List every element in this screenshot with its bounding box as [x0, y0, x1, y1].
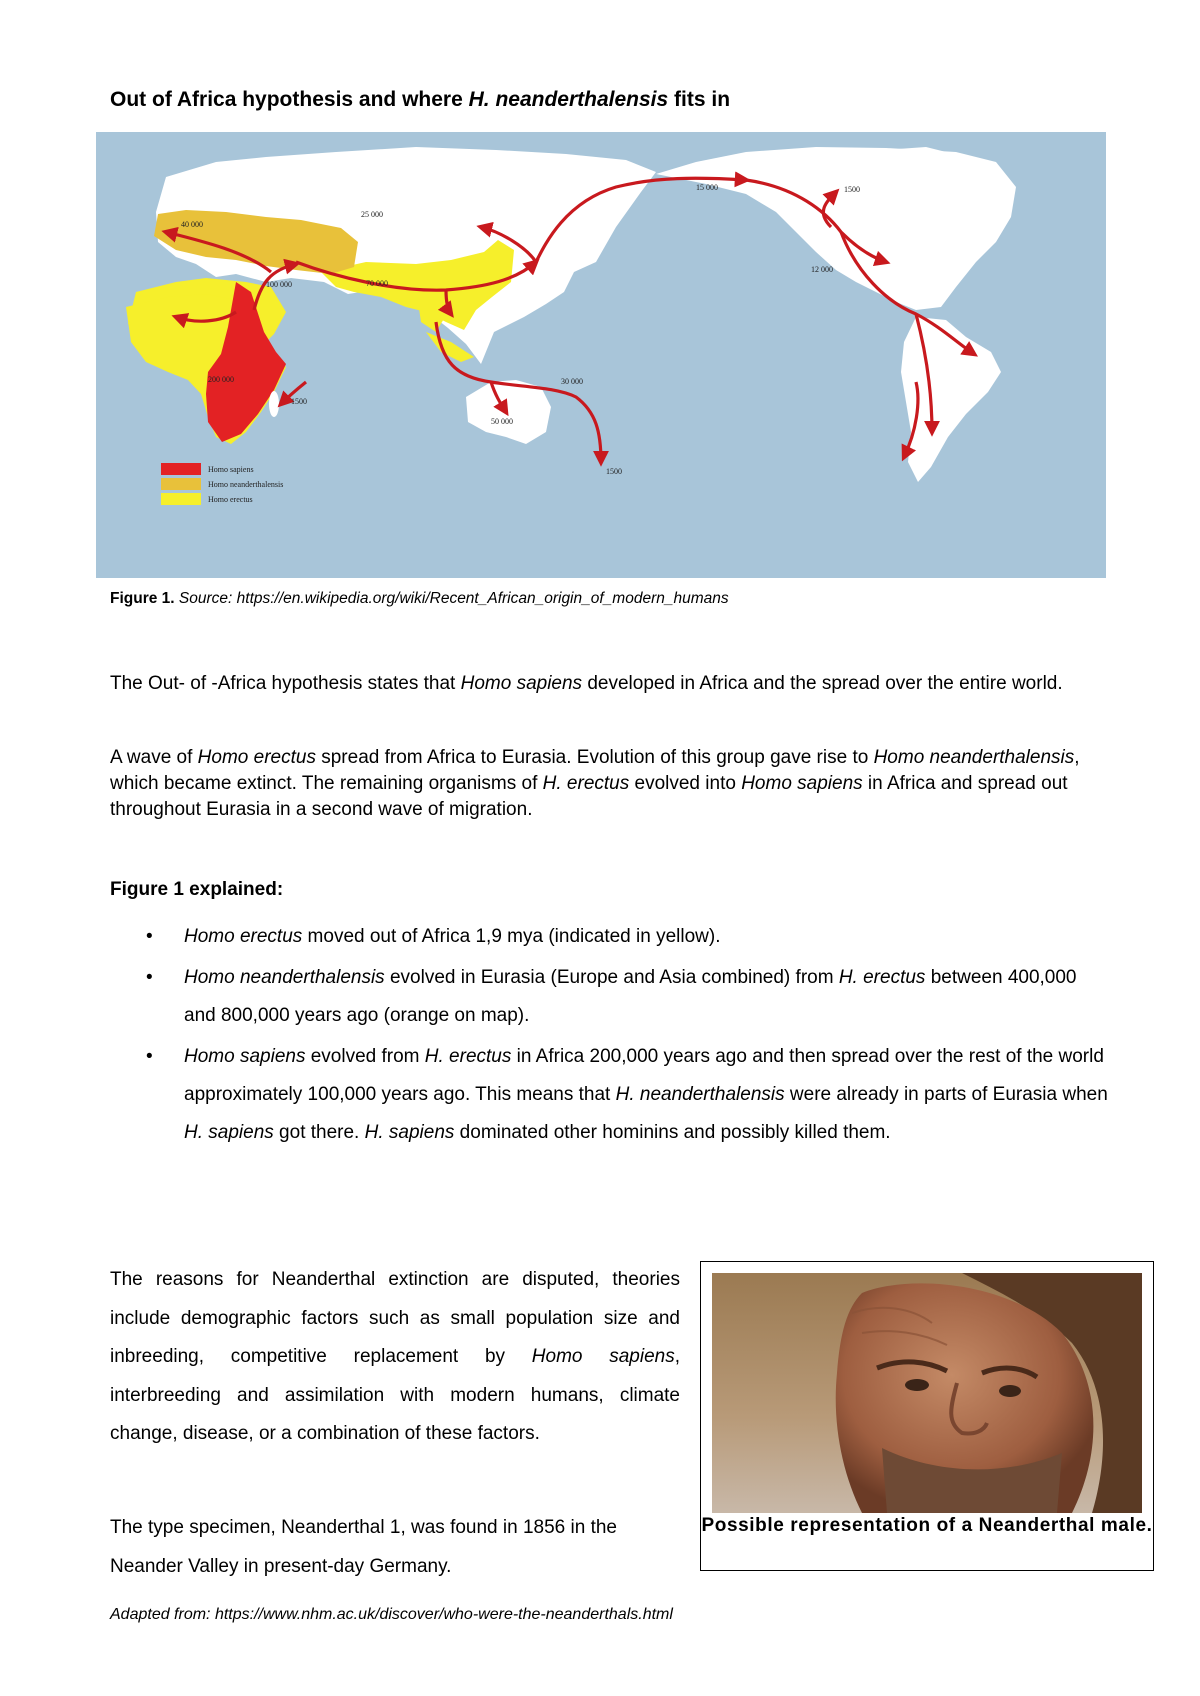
- date-label: 25 000: [361, 210, 383, 219]
- text-run: dominated other hominins and possibly killed them.: [454, 1122, 891, 1143]
- date-label: 200 000: [208, 375, 234, 384]
- species-name: Homo sapiens: [460, 673, 583, 694]
- paragraph-hypothesis: [110, 671, 1110, 697]
- species-name: Homo erectus: [184, 926, 303, 947]
- figure-caption: [110, 590, 729, 608]
- date-label: 15 000: [696, 183, 718, 192]
- text-run: in Africa and spread out throughout Eurasia in a second wave of migration.: [110, 773, 1068, 820]
- text-run: evolved in Eurasia (Europe and Asia combined) from: [384, 967, 839, 988]
- photo-figure: [700, 1261, 1154, 1571]
- title-species: H. neanderthalensis: [468, 88, 669, 111]
- text-run: were already in parts of Eurasia when: [784, 1084, 1108, 1105]
- date-label: 1500: [291, 397, 307, 406]
- bullet-icon: •: [146, 967, 153, 988]
- species-name: H. sapiens: [364, 1122, 455, 1143]
- text-run: developed in Africa and the spread over the entire world.: [582, 673, 1063, 694]
- list-item: [110, 918, 1110, 956]
- eye: [999, 1385, 1021, 1397]
- species-name: H. neanderthalensis: [615, 1084, 785, 1105]
- text-run: moved out of Africa 1,9 mya (indicated in yellow).: [302, 926, 721, 947]
- title-text: Out of Africa hypothesis and where: [110, 88, 469, 111]
- date-label: 1500: [844, 185, 860, 194]
- figure-explained-heading: Figure 1 explained:: [110, 879, 284, 900]
- legend-label: Homo erectus: [208, 495, 253, 504]
- text-run: The reasons for Neanderthal extinction are disputed, theories include demographic factors such as small population size and inbreeding, competitive replacement by: [110, 1269, 680, 1367]
- text-run: The Out- of -Africa hypothesis states that: [110, 673, 461, 694]
- paragraph-waves: [110, 745, 1110, 823]
- eye: [905, 1379, 929, 1391]
- species-name: Homo sapiens: [741, 773, 863, 794]
- date-label: 50 000: [491, 417, 513, 426]
- photo-caption: Possible representation of a Neanderthal male.: [701, 1515, 1153, 1536]
- date-label: 12 000: [811, 265, 833, 274]
- species-name: Homo sapiens: [531, 1346, 675, 1367]
- bullet-icon: •: [146, 926, 153, 947]
- madagascar-land: [269, 391, 279, 417]
- text-run: , which became extinct. The remaining organisms of: [110, 747, 1080, 794]
- legend-swatch-neanderthalensis: [161, 478, 201, 490]
- figure-source: Source: https://en.wikipedia.org/wiki/Recent_African_origin_of_modern_humans: [178, 590, 729, 607]
- figure-label: Figure 1.: [110, 590, 175, 607]
- species-name: Homo sapiens: [184, 1046, 306, 1067]
- list-item: [110, 959, 1110, 1035]
- text-run: spread from Africa to Eurasia. Evolution of this group gave rise to: [315, 747, 874, 768]
- species-name: H. sapiens: [184, 1122, 274, 1143]
- explanation-list: [110, 918, 1110, 1155]
- species-name: H. erectus: [542, 773, 630, 794]
- date-label: 70 000: [366, 279, 388, 288]
- legend-label: Homo sapiens: [208, 465, 254, 474]
- species-name: H. erectus: [424, 1046, 512, 1067]
- text-run: in Africa 200,000 years ago and then spread over the rest of the world approximately 100,000 years ago. This means that: [184, 1046, 1104, 1105]
- date-label: 40 000: [181, 220, 203, 229]
- species-name: H. erectus: [838, 967, 926, 988]
- date-label: 30 000: [561, 377, 583, 386]
- text-run: evolved into: [629, 773, 742, 794]
- legend-label: Homo neanderthalensis: [208, 480, 284, 489]
- date-label: 1500: [606, 467, 622, 476]
- bullet-icon: •: [146, 1046, 153, 1067]
- list-item: [110, 1038, 1110, 1152]
- paragraph-extinction: [110, 1261, 680, 1454]
- out-of-africa-map: [96, 132, 1106, 578]
- paragraph-type-specimen: The type specimen, Neanderthal 1, was found in 1856 in the Neander Valley in present-day Germany.: [110, 1517, 617, 1577]
- species-name: Homo neanderthalensis: [184, 967, 385, 988]
- text-run: , interbreeding and assimilation with modern humans, climate change, disease, or a combination of these factors.: [110, 1346, 680, 1444]
- adapted-from-note: Adapted from: https://www.nhm.ac.uk/discover/who-were-the-neanderthals.html: [110, 1606, 673, 1623]
- legend-swatch-erectus: [161, 493, 201, 505]
- text-run: evolved from: [305, 1046, 425, 1067]
- title-end: fits in: [668, 88, 731, 111]
- species-name: Homo erectus: [197, 747, 316, 768]
- text-run: got there.: [273, 1122, 365, 1143]
- neanderthal-photo: [712, 1273, 1142, 1513]
- text-run: A wave of: [110, 747, 198, 768]
- text-run: between 400,000 and 800,000 years ago (orange on map).: [184, 967, 1077, 1026]
- page-title: [110, 88, 730, 112]
- legend-swatch-sapiens: [161, 463, 201, 475]
- species-name: Homo neanderthalensis: [873, 747, 1075, 768]
- date-label: 100 000: [266, 280, 292, 289]
